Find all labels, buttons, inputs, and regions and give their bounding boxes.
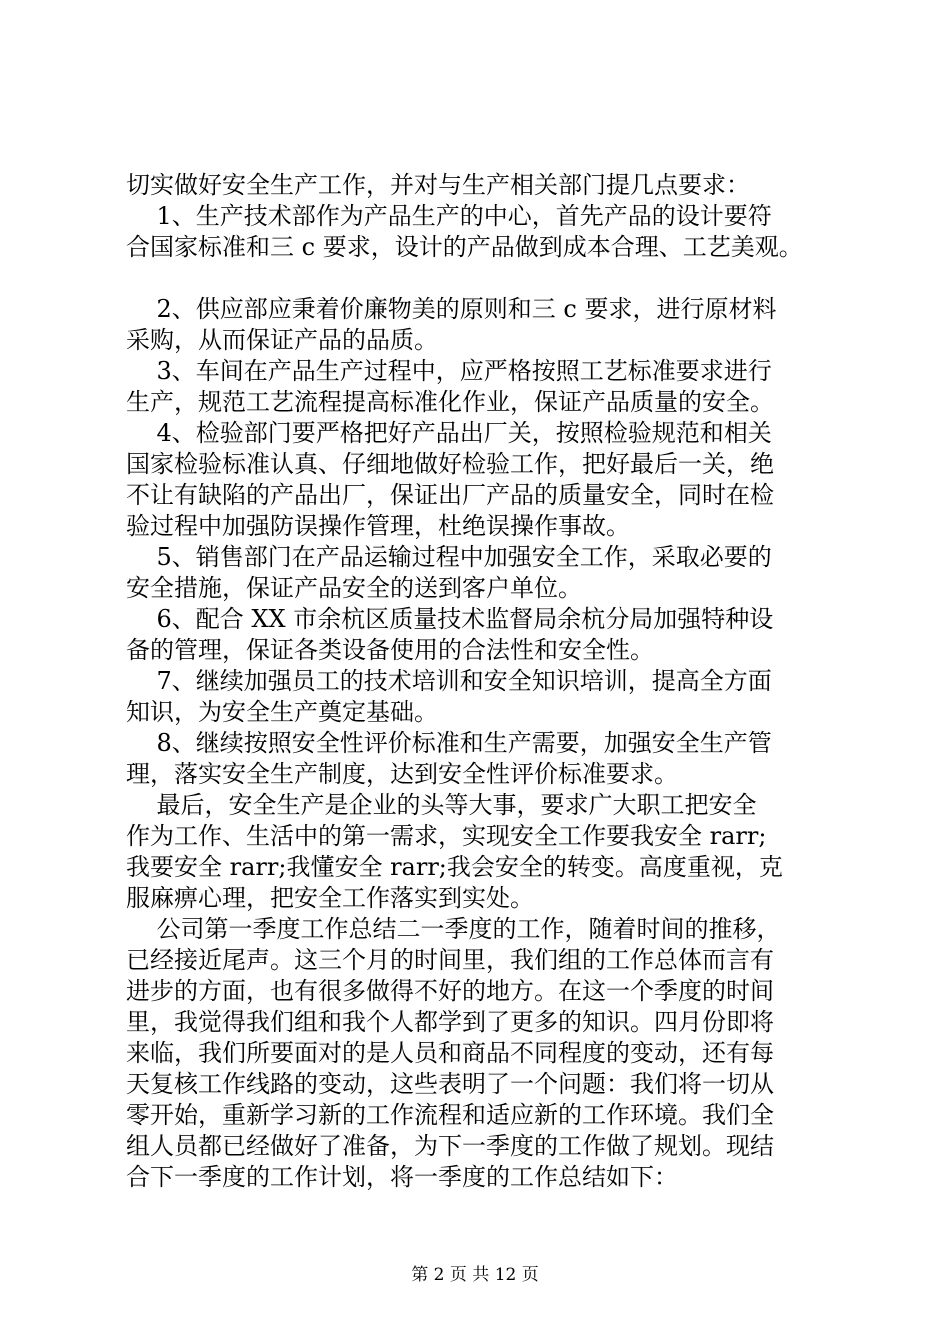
- text-line: 采购，从而保证产品的品质。: [126, 326, 438, 354]
- text-line: 零开始，重新学习新的工作流程和适应新的工作环境。我们全: [126, 1101, 774, 1129]
- text-line: 合下一季度的工作计划，将一季度的工作总结如下：: [126, 1163, 678, 1191]
- text-line: 进步的方面，也有很多做得不好的地方。在这一个季度的时间: [126, 977, 774, 1005]
- text-line: 里，我觉得我们组和我个人都学到了更多的知识。四月份即将: [126, 1008, 774, 1036]
- paragraph-gap: [126, 263, 836, 294]
- text-line: 6、配合 XX 市余杭区质量技术监督局余杭分局加强特种设: [126, 605, 774, 633]
- text-line: 备的管理，保证各类设备使用的合法性和安全性。: [126, 636, 654, 664]
- text-line: 2、供应部应秉着价廉物美的原则和三 c 要求，进行原材料: [126, 295, 777, 323]
- text-line: 合国家标准和三 c 要求，设计的产品做到成本合理、工艺美观。: [126, 233, 803, 261]
- text-line: 生产，规范工艺流程提高标准化作业，保证产品质量的安全。: [126, 388, 774, 416]
- text-line: 理，落实安全生产制度，达到安全性评价标准要求。: [126, 760, 678, 788]
- text-line: 安全措施，保证产品安全的送到客户单位。: [126, 574, 582, 602]
- text-line: 我要安全 rarr;我懂安全 rarr;我会安全的转变。高度重视，克: [126, 853, 783, 881]
- text-line: 作为工作、生活中的第一需求，实现安全工作要我安全 rarr;: [126, 822, 767, 850]
- text-line: 来临，我们所要面对的是人员和商品不同程度的变动，还有每: [126, 1039, 774, 1067]
- page-number-footer: 第 2 页 共 12 页: [411, 1265, 539, 1285]
- document-body: [126, 170, 836, 1193]
- text-line: 7、继续加强员工的技术培训和安全知识培训，提高全方面: [126, 667, 772, 695]
- text-line: 3、车间在产品生产过程中，应严格按照工艺标准要求进行: [126, 357, 772, 385]
- text-line: 4、检验部门要严格把好产品出厂关，按照检验规范和相关: [126, 419, 772, 447]
- text-line: 知识，为安全生产奠定基础。: [126, 698, 438, 726]
- text-line: 1、生产技术部作为产品生产的中心，首先产品的设计要符: [126, 202, 772, 230]
- text-line: 不让有缺陷的产品出厂，保证出厂产品的质量安全，同时在检: [126, 481, 774, 509]
- text-line: 天复核工作线路的变动，这些表明了一个问题：我们将一切从: [126, 1070, 774, 1098]
- text-line: 国家检验标准认真、仔细地做好检验工作，把好最后一关，绝: [126, 450, 774, 478]
- text-line: 5、销售部门在产品运输过程中加强安全工作，采取必要的: [126, 543, 772, 571]
- text-line: 验过程中加强防误操作管理，杜绝误操作事故。: [126, 512, 630, 540]
- text-line: 切实做好安全生产工作，并对与生产相关部门提几点要求：: [126, 171, 750, 199]
- text-line: 公司第一季度工作总结二一季度的工作，随着时间的推移，: [126, 915, 781, 943]
- text-line: 组人员都已经做好了准备，为下一季度的工作做了规划。现结: [126, 1132, 774, 1160]
- text-line: 最后，安全生产是企业的头等大事，要求广大职工把安全: [126, 791, 757, 819]
- text-line: 服麻痹心理，把安全工作落实到实处。: [126, 884, 534, 912]
- text-line: 8、继续按照安全性评价标准和生产需要，加强安全生产管: [126, 729, 772, 757]
- text-line: 已经接近尾声。这三个月的时间里，我们组的工作总体而言有: [126, 946, 774, 974]
